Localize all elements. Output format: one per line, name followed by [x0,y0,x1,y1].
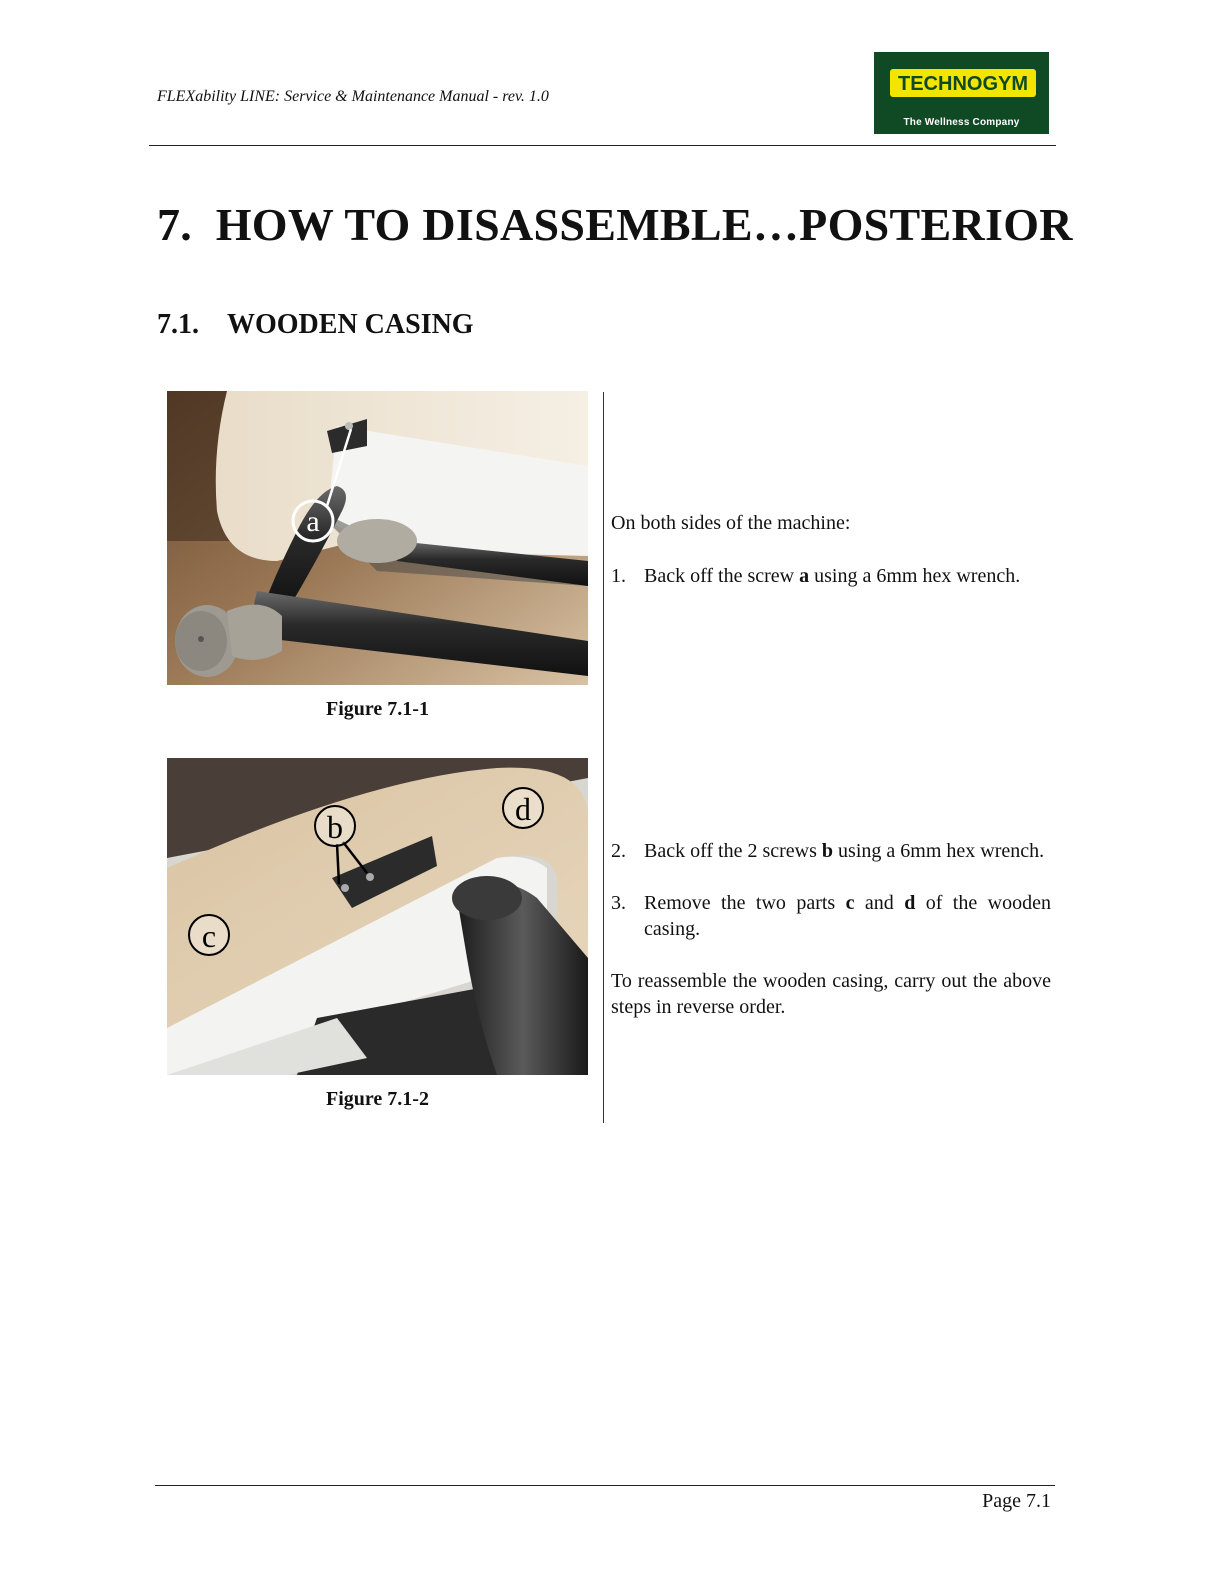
document-title: FLEXability LINE: Service & Maintenance Manual - rev. 1.0 [157,88,549,105]
logo-tagline: The Wellness Company [903,117,1020,128]
instructions-outro: To reassemble the wooden casing, carry out the above steps in reverse order. [611,970,1051,1018]
callout-b: b [327,809,343,845]
footer-divider [155,1485,1055,1486]
callout-a: a [306,505,320,538]
step-text: Back off the 2 screws b using a 6mm hex wrench. [644,840,1045,862]
figure-caption-2: Figure 7.1-2 [326,1088,429,1110]
section-heading [157,309,474,341]
step-number: 2. [611,840,626,862]
step-3 [611,890,1051,942]
section-number: 7.1. [157,309,199,340]
chapter-heading [157,198,1073,251]
figure-caption-1: Figure 7.1-1 [326,698,429,720]
technogym-wordmark [890,66,1036,100]
step-number: 1. [611,565,626,587]
instructions-intro: On both sides of the machine: [611,512,851,534]
callout-c: c [201,918,217,954]
svg-text:TECHNOGYM: TECHNOGYM [898,73,1028,95]
step-text: Back off the screw a using a 6mm hex wrench. [644,565,1021,587]
figure-photo-2 [167,758,588,1075]
chapter-number: 7. [157,199,193,250]
chapter-title: HOW TO DISASSEMBLE…POSTERIOR [215,199,1073,250]
step-2 [611,838,1051,864]
step-text: Remove the two parts c and d of the wooden casing. [644,892,1051,940]
figure-photo-1 [167,391,588,685]
callout-d: d [515,791,531,827]
section-title: WOODEN CASING [227,309,474,340]
column-divider [603,392,604,1123]
step-number: 3. [611,892,626,914]
page-number: Page 7.1 [982,1490,1051,1512]
step-1 [611,563,1051,589]
technogym-logo [874,52,1049,134]
header-divider [149,145,1056,146]
